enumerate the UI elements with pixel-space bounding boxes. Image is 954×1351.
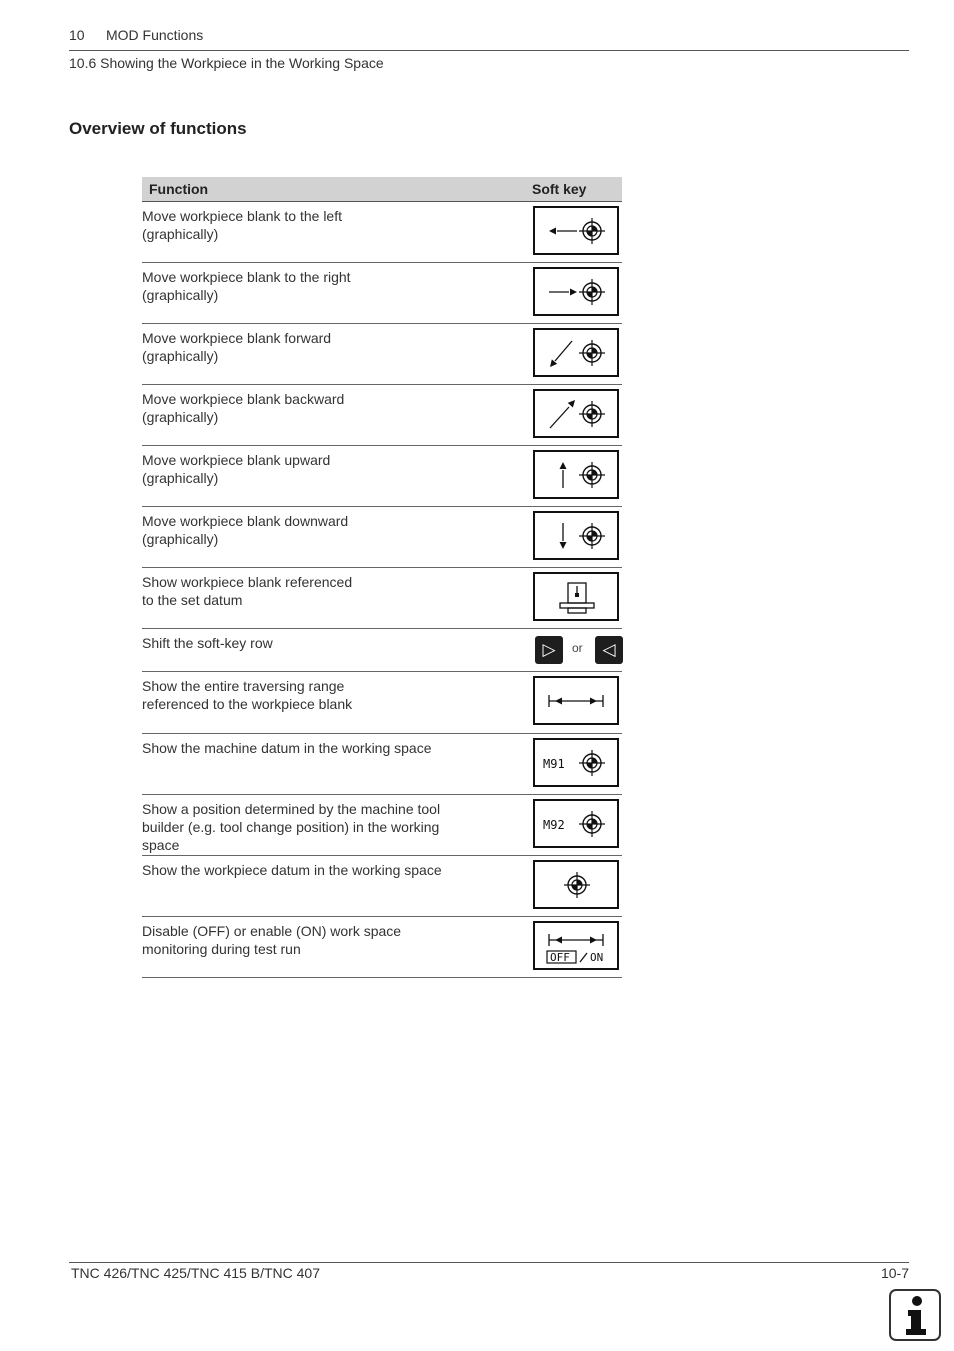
- description-line: Move workpiece blank downward: [142, 513, 349, 529]
- workpiece-datum-icon: [533, 572, 619, 621]
- function-description: [142, 390, 472, 426]
- table-row: [142, 795, 622, 856]
- function-description: [142, 861, 472, 879]
- description-line: Move workpiece blank to the left: [142, 208, 342, 224]
- shift-right-key-icon: ▷: [535, 636, 563, 664]
- table-body: [142, 202, 622, 978]
- shift-left-key-icon: ◁: [595, 636, 623, 664]
- description-line: Move workpiece blank to the right: [142, 269, 351, 285]
- description-line: (graphically): [142, 409, 219, 425]
- functions-table: [142, 177, 622, 978]
- description-line: monitoring during test run: [142, 941, 301, 957]
- table-row: [142, 856, 622, 917]
- description-line: Shift the soft-key row: [142, 635, 273, 651]
- arrow-left-datum-icon: [533, 206, 619, 255]
- arrow-backward-datum-icon: [533, 389, 619, 438]
- description-line: Move workpiece blank forward: [142, 330, 332, 346]
- description-line: Show the entire traversing range: [142, 678, 345, 694]
- column-header-function: Function: [149, 181, 209, 197]
- arrow-right-datum-icon: [533, 267, 619, 316]
- function-description: [142, 677, 472, 713]
- machine-datum-icon: [533, 738, 619, 787]
- description-line: (graphically): [142, 287, 219, 303]
- function-description: [142, 573, 472, 609]
- softkey-code-label: M92: [543, 818, 565, 832]
- function-description: [142, 512, 472, 548]
- description-line: (graphically): [142, 348, 219, 364]
- page-title: Overview of functions: [69, 119, 247, 138]
- function-description: [142, 451, 472, 487]
- description-line: referenced to the workpiece blank: [142, 696, 353, 712]
- footer-rule: [69, 1262, 909, 1263]
- arrow-up-datum-icon: [533, 450, 619, 499]
- section-title: 10.6 Showing the Workpiece in the Working Space: [69, 55, 384, 71]
- chapter-title: MOD Functions: [106, 27, 204, 43]
- table-row: [142, 629, 622, 672]
- table-row: [142, 507, 622, 568]
- on-label: ON: [590, 951, 604, 964]
- softkey-code-label: M91: [543, 757, 565, 771]
- table-row: [142, 568, 622, 629]
- description-line: space: [142, 837, 180, 853]
- info-icon: [889, 1289, 941, 1341]
- footer-product: TNC 426/TNC 425/TNC 415 B/TNC 407: [71, 1265, 320, 1281]
- table-row: [142, 672, 622, 734]
- column-header-softkey: Soft key: [532, 181, 587, 197]
- traverse-range-icon: [533, 676, 619, 725]
- footer-page-number: 10-7: [880, 1265, 909, 1281]
- monitoring-off-on-icon: [533, 921, 619, 970]
- function-description: [142, 922, 472, 958]
- table-row: [142, 734, 622, 795]
- function-description: [142, 739, 472, 757]
- description-line: Show the workpiece datum in the working space: [142, 862, 442, 878]
- description-line: to the set datum: [142, 592, 243, 608]
- table-row: [142, 385, 622, 446]
- function-description: [142, 207, 472, 243]
- function-description: [142, 329, 472, 365]
- description-line: (graphically): [142, 470, 219, 486]
- tool-change-position-icon: [533, 799, 619, 848]
- description-line: Disable (OFF) or enable (ON) work space: [142, 923, 402, 939]
- arrow-forward-datum-icon: [533, 328, 619, 377]
- or-label: or: [572, 641, 583, 655]
- chapter-number: 10: [69, 27, 85, 43]
- table-header: [142, 177, 622, 202]
- function-description: [142, 800, 472, 854]
- description-line: (graphically): [142, 226, 219, 242]
- function-description: [142, 268, 472, 304]
- description-line: Show workpiece blank referenced: [142, 574, 353, 590]
- header-rule: [69, 50, 909, 51]
- arrow-down-datum-icon: [533, 511, 619, 560]
- description-line: Show a position determined by the machine tool: [142, 801, 441, 817]
- description-line: Show the machine datum in the working space: [142, 740, 432, 756]
- table-row: [142, 324, 622, 385]
- off-label: OFF: [550, 951, 570, 964]
- description-line: builder (e.g. tool change position) in the working: [142, 819, 440, 835]
- function-description: [142, 634, 472, 652]
- description-line: Move workpiece blank backward: [142, 391, 345, 407]
- table-row: [142, 917, 622, 978]
- description-line: (graphically): [142, 531, 219, 547]
- chapter-header: [69, 27, 203, 43]
- description-line: Move workpiece blank upward: [142, 452, 331, 468]
- table-row: [142, 263, 622, 324]
- table-row: [142, 202, 622, 263]
- workpiece-datum-crosshair-icon: [533, 860, 619, 909]
- table-row: [142, 446, 622, 507]
